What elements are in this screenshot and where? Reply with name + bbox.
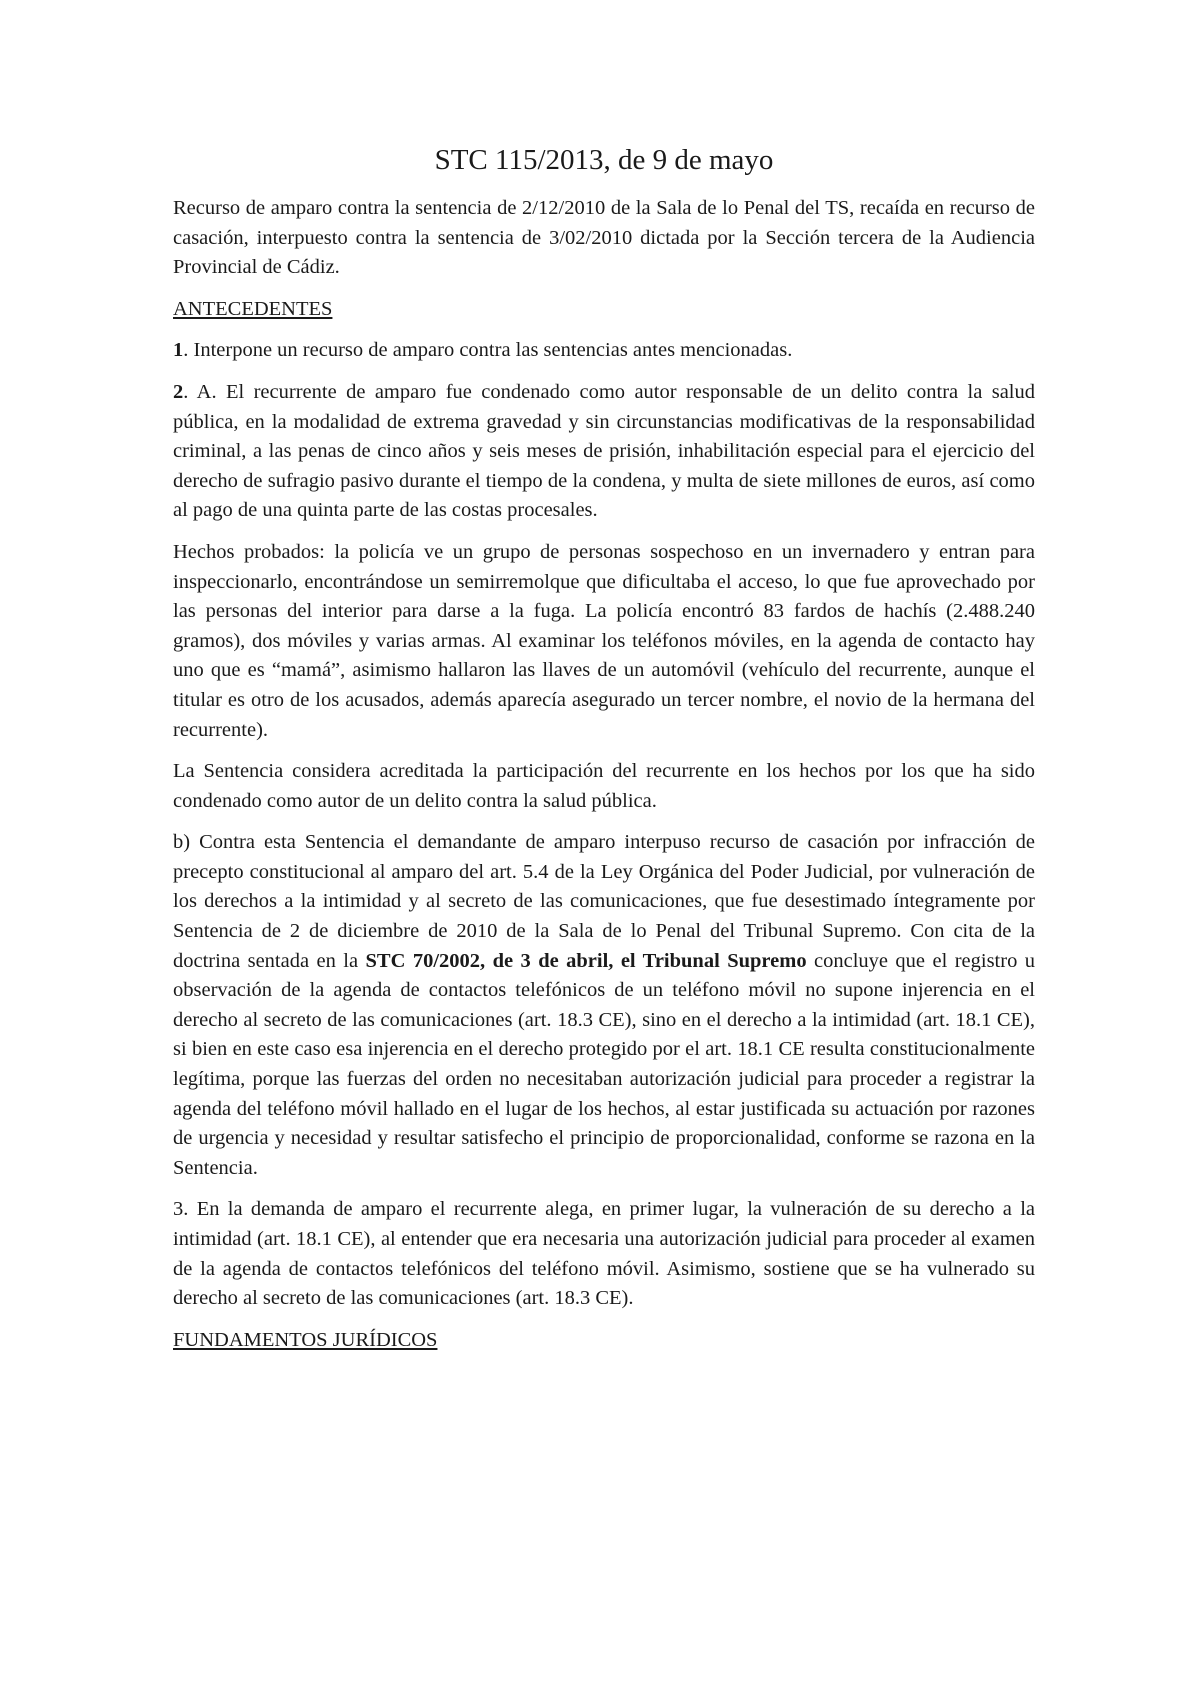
document-title: STC 115/2013, de 9 de mayo (434, 144, 774, 176)
paragraph-1-number: 1 (173, 339, 184, 362)
antecedentes-heading: ANTECEDENTES (173, 297, 333, 320)
paragraph-2-number: 2 (173, 380, 184, 403)
paragraph-3: 3. En la demanda de amparo el recurrente alega, en primer lugar, la vulneración de su derecho a la intimidad (art. 18.1 CE), al entender que era necesaria una autorización judicial para proceder al examen de la agenda de contactos telefónicos del teléfono móvil. Asimismo, sostiene que se ha vulnerado su derecho al secreto de las comunicaciones (art. 18.3 CE). (173, 1198, 1035, 1310)
paragraph-2-text: . A. El recurrente de amparo fue condenado como autor responsable de un delito contra la salud pública, en la modalidad de extrema gravedad y sin circunstancias modificativas de la responsabilidad criminal, a las penas de cinco años y seis meses de prisión, inhabilitación especial para el ejercicio del derecho de sufragio pasivo durante el tiempo de la condena, y multa de siete millones de euros, así como al pago de una quinta parte de las costas procesales. (173, 380, 1035, 522)
paragraph-2 (173, 378, 1035, 526)
fundamentos-heading: FUNDAMENTOS JURÍDICOS (173, 1328, 438, 1351)
paragraph-1 (173, 336, 1035, 366)
paragraph-b-text-2: concluye que el registro u observación de la agenda de contactos telefónicos de un teléfono móvil no supone injerencia en el derecho al secreto de las comunicaciones (art. 18.3 CE), sino en el derecho a la intimidad (art. 18.1 CE), si bien en este caso esa injerencia en el derecho protegido por el art. 18.1 CE resulta constitucionalmente legítima, porque las fuerzas del orden no necesitaban autorización judicial para proceder a registrar la agenda del teléfono móvil hallado en el lugar de los hechos, al estar justificada su actuación por razones de urgencia y necesidad y resultar satisfecho el principio de proporcionalidad, conforme se razona en la Sentencia. (173, 949, 1035, 1179)
paragraph-b-text-1: b) Contra esta Sentencia el demandante de amparo interpuso recurso de casación por infracción de precepto constitucional al amparo del art. 5.4 de la Ley Orgánica del Poder Judicial, por vulneración de los derechos a la intimidad y al secreto de las comunicaciones, que fue desestimado íntegramente por Sentencia de 2 de diciembre de 2010 de la Sala de lo Penal del Tribunal Supremo. Con cita de la doctrina sentada en la (173, 831, 1035, 972)
hechos-paragraph: Hechos probados: la policía ve un grupo de personas sospechoso en un invernadero y entran para inspeccionarlo, encontrándose un semirremolque que dificultaba el acceso, lo que fue aprovechado por las personas del interior para darse a la fuga. La policía encontró 83 fardos de hachís (2.488.240 gramos), dos móviles y varias armas. Al examinar los teléfonos móviles, en la agenda de contacto hay uno que es “mamá”, asimismo hallaron las llaves de un automóvil (vehículo del recurrente, aunque el titular es otro de los acusados, además aparecía asegurado un tercer nombre, el novio de la hermana del recurrente). (173, 540, 1035, 741)
intro-paragraph: Recurso de amparo contra la sentencia de 2/12/2010 de la Sala de lo Penal del TS, recaída en recurso de casación, interpuesto contra la sentencia de 3/02/2010 dictada por la Sección tercera de la Audiencia Provincial de Cádiz. (173, 197, 1035, 279)
document-page (173, 140, 1035, 1367)
sentencia-paragraph: La Sentencia considera acreditada la participación del recurrente en los hechos por los que ha sido condenado como autor de un delito contra la salud pública. (173, 760, 1035, 812)
paragraph-b (173, 828, 1035, 1183)
paragraph-1-text: . Interpone un recurso de amparo contra las sentencias antes mencionadas. (183, 339, 793, 362)
paragraph-b-bold: STC 70/2002, de 3 de abril, el Tribunal Supremo (365, 949, 807, 972)
